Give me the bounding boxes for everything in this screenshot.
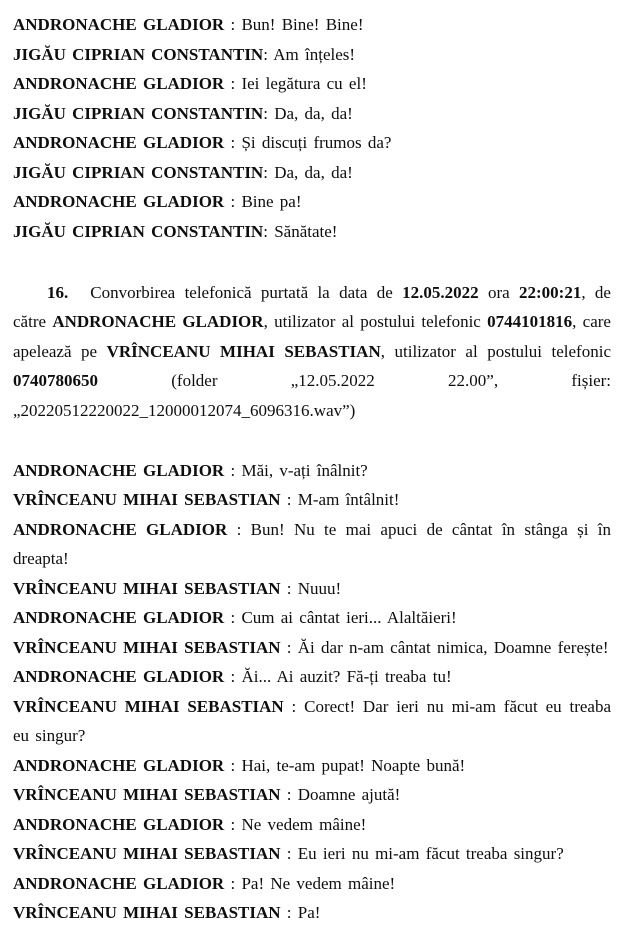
- speaker-separator: :: [224, 74, 242, 93]
- speaker-separator: :: [263, 44, 274, 64]
- dialogue-line: [13, 839, 611, 869]
- speaker-name: ANDRONACHE GLADIOR: [13, 133, 225, 152]
- utterance-text: Hai, te-am pupat! Noapte bună!: [241, 755, 466, 775]
- speaker-name: VRÎNCEANU MIHAI SEBASTIAN: [13, 785, 281, 804]
- speaker-separator: :: [283, 696, 305, 716]
- utterance-text: Pa! Ne vedem mâine!: [241, 873, 396, 893]
- speaker-separator: :: [224, 755, 242, 775]
- speaker-name: ANDRONACHE GLADIOR: [13, 519, 228, 539]
- speaker-name: ANDRONACHE GLADIOR: [13, 667, 225, 686]
- dialogue-line: [13, 10, 611, 40]
- speaker-name: VRÎNCEANU MIHAI SEBASTIAN: [13, 844, 281, 863]
- speaker-separator: :: [224, 133, 242, 152]
- speaker-separator: :: [224, 814, 242, 834]
- dialogue-transcript-after: [13, 456, 611, 928]
- speaker-separator: :: [263, 162, 275, 182]
- utterance-text: Bine pa!: [241, 192, 302, 211]
- utterance-text: Pa!: [297, 903, 321, 922]
- speaker-name: ANDRONACHE GLADIOR: [13, 192, 225, 211]
- utterance-text: Iei legătura cu el!: [241, 74, 367, 93]
- utterance-text: Ne vedem mâine!: [241, 814, 367, 834]
- call-note-segment-bold: 22:00:21: [519, 282, 582, 302]
- dialogue-line: [13, 780, 611, 810]
- dialogue-line: [13, 99, 611, 129]
- speaker-separator: :: [280, 490, 298, 509]
- speaker-name: ANDRONACHE GLADIOR: [13, 15, 225, 34]
- speaker-name: JIGĂU CIPRIAN CONSTANTIN: [13, 103, 264, 123]
- dialogue-line: [13, 187, 611, 217]
- call-note-segment-bold: 0740780650: [13, 371, 98, 390]
- call-note-paragraph: [13, 278, 611, 426]
- call-note-segment: (folder „12.05.2022 22.00”, fișier: „20220512220022_12000012074_6096316.wav”): [13, 371, 611, 420]
- utterance-text: Da, da, da!: [274, 162, 353, 182]
- dialogue-line: [13, 633, 611, 663]
- utterance-text: Eu ieri nu mi-am făcut treaba singur?: [297, 844, 564, 863]
- speaker-separator: :: [280, 637, 298, 657]
- call-note-text: [13, 283, 611, 420]
- speaker-separator: :: [224, 667, 242, 686]
- dialogue-line: [13, 515, 611, 574]
- dialogue-line: [13, 692, 611, 751]
- speaker-name: VRÎNCEANU MIHAI SEBASTIAN: [13, 578, 281, 598]
- dialogue-line: [13, 603, 611, 633]
- speaker-name: VRÎNCEANU MIHAI SEBASTIAN: [13, 696, 284, 716]
- speaker-name: JIGĂU CIPRIAN CONSTANTIN: [13, 162, 264, 182]
- utterance-text: M-am întâlnit!: [297, 490, 400, 509]
- utterance-text: Da, da, da!: [274, 103, 353, 123]
- speaker-separator: :: [224, 608, 242, 627]
- speaker-separator: :: [227, 519, 251, 539]
- dialogue-line: [13, 128, 611, 158]
- dialogue-line: [13, 217, 611, 247]
- utterance-text: Și discuți frumos da?: [241, 133, 392, 152]
- utterance-text: Ăi dar n-am cântat nimica, Doamne ferește!: [297, 637, 609, 657]
- speaker-separator: :: [263, 221, 275, 241]
- utterance-text: Bun! Bine! Bine!: [241, 15, 364, 34]
- speaker-name: ANDRONACHE GLADIOR: [13, 755, 225, 775]
- utterance-text: Doamne ajută!: [297, 785, 401, 804]
- call-note-segment: , utilizator al postului telefonic: [263, 312, 488, 331]
- dialogue-line: [13, 662, 611, 692]
- speaker-name: VRÎNCEANU MIHAI SEBASTIAN: [13, 637, 281, 657]
- dialogue-line: [13, 69, 611, 99]
- call-note-segment-bold: ANDRONACHE GLADIOR: [52, 312, 264, 331]
- speaker-name: ANDRONACHE GLADIOR: [13, 608, 225, 627]
- speaker-separator: :: [224, 873, 242, 893]
- speaker-name: ANDRONACHE GLADIOR: [13, 460, 225, 480]
- speaker-name: VRÎNCEANU MIHAI SEBASTIAN: [13, 903, 281, 922]
- speaker-name: JIGĂU CIPRIAN CONSTANTIN: [13, 44, 264, 64]
- speaker-separator: :: [280, 578, 298, 598]
- speaker-separator: :: [224, 460, 242, 480]
- utterance-text: Corect! Dar ieri nu mi-am făcut eu treaba eu singur?: [13, 696, 611, 745]
- speaker-separator: :: [224, 15, 242, 34]
- utterance-text: Nuuu!: [297, 578, 342, 598]
- speaker-name: ANDRONACHE GLADIOR: [13, 873, 225, 893]
- dialogue-line: [13, 810, 611, 840]
- call-note-segment: , de către: [13, 282, 611, 331]
- call-note-segment: ora: [478, 282, 520, 302]
- utterance-text: Măi, v-ați înâlnit?: [241, 460, 368, 480]
- call-note-segment-bold: 12.05.2022: [402, 282, 479, 302]
- speaker-name: VRÎNCEANU MIHAI SEBASTIAN: [13, 490, 281, 509]
- dialogue-transcript-before: [13, 10, 611, 246]
- call-note-segment-bold: 0744101816: [487, 312, 573, 331]
- dialogue-line: [13, 485, 611, 515]
- speaker-name: JIGĂU CIPRIAN CONSTANTIN: [13, 221, 264, 241]
- dialogue-line: [13, 456, 611, 486]
- call-note-segment: , care apelează pe: [13, 312, 611, 361]
- speaker-name: ANDRONACHE GLADIOR: [13, 74, 225, 93]
- dialogue-line: [13, 869, 611, 899]
- speaker-separator: :: [224, 192, 242, 211]
- call-note-segment-bold: VRÎNCEANU MIHAI SEBASTIAN: [106, 341, 381, 361]
- dialogue-line: [13, 574, 611, 604]
- speaker-name: ANDRONACHE GLADIOR: [13, 814, 225, 834]
- utterance-text: Bun! Nu te mai apuci de cântat în stânga și în dreapta!: [13, 519, 611, 568]
- dialogue-line: [13, 158, 611, 188]
- dialogue-line: [13, 40, 611, 70]
- utterance-text: Sănătate!: [274, 221, 338, 241]
- dialogue-line: [13, 751, 611, 781]
- speaker-separator: :: [280, 903, 298, 922]
- speaker-separator: :: [263, 103, 275, 123]
- call-note-segment: Convorbirea telefonică purtată la data de: [90, 282, 403, 302]
- speaker-separator: :: [280, 844, 298, 863]
- speaker-separator: :: [280, 785, 298, 804]
- dialogue-line: [13, 898, 611, 928]
- utterance-text: Cum ai cântat ieri... Alaltăieri!: [241, 608, 457, 627]
- call-note-segment: , utilizator al postului telefonic: [380, 341, 611, 361]
- call-note-number: 16.: [47, 282, 69, 302]
- utterance-text: Am înțeles!: [273, 44, 356, 64]
- utterance-text: Ăi... Ai auzit? Fă-ți treaba tu!: [241, 667, 452, 686]
